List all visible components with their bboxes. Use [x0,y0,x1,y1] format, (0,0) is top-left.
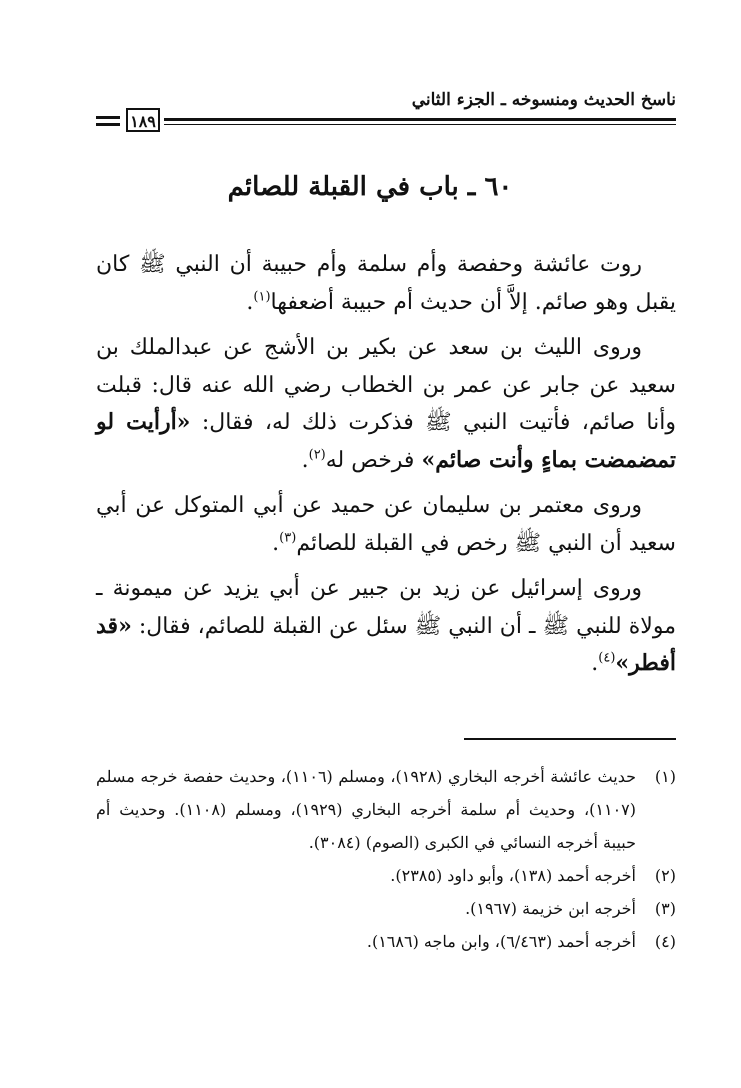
page-number: ١٨٩ [126,108,160,132]
paragraph-text: وروى الليث بن سعد عن بكير بن الأشج عن عبدالملك بن سعيد عن جابر عن عمر بن الخطاب رضي الله عنه قال: قبلت وأنا صائم، فأتيت النبي ﷺ فذكرت ذلك له، فقال: [96,335,676,435]
paragraph-end: . [591,651,599,676]
paragraph-end: . [301,447,309,473]
paragraph-text: وروى معتمر بن سليمان عن حميد عن أبي المتوكل عن أبي سعيد أن النبي ﷺ رخص في القبلة للصائم [96,493,676,556]
footnote-ref[interactable]: (٣) [279,530,297,546]
main-text [96,246,676,691]
paragraph-end: . [272,530,280,556]
paragraph-text: روت عائشة وحفصة وأم سلمة وأم حبيبة أن النبي ﷺ كان يقبل وهو صائم. إلاَّ أن حديث أم حبيبة أضعفها [96,252,676,315]
footnotes [96,760,676,958]
hadith-quote: «أرأيت لو تمضمضت بماءٍ وأنت صائم» [96,409,676,473]
hadith-quote: «قد أفطر» [96,612,676,676]
paragraph-3 [96,487,676,562]
paragraph-end: . [246,289,254,315]
footnote-text: أخرجه أحمد (١٣٨)، وأبو داود (٢٣٨٥). [390,866,636,885]
footnote-item [96,892,676,925]
paragraph-text-after: فرخص له [325,447,415,473]
footnote-number: (٤) [654,932,676,951]
header-rule-thin [164,124,676,125]
paragraph-4 [96,570,676,683]
chapter-heading: ٦٠ ـ باب في القبلة للصائم [227,172,513,202]
footnote-text: حديث عائشة أخرجه البخاري (١٩٢٨)، ومسلم (١١٠٦)، وحديث حفصة خرجه مسلم (١١٠٧)، وحديث أم سلمة أخرجه البخاري (١٩٢٩)، ومسلم (١١٠٨). وحديث أم حبيبة أخرجه النسائي في الكبرى (الصوم) (٣٠٨٤). [96,767,637,852]
footnote-ref[interactable]: (٤) [598,650,616,666]
footnote-ref[interactable]: (١) [253,289,271,305]
left-rule-bottom [96,123,120,126]
page-header [96,88,676,138]
left-rule-top [96,116,120,119]
paragraph-2 [96,329,676,479]
footnote-ref[interactable]: (٢) [308,447,326,463]
footnote-number: (١) [654,767,676,786]
paragraph-text: وروى إسرائيل عن زيد بن جبير عن أبي يزيد عن ميمونة ـ مولاة للنبي ﷺ ـ أن النبي ﷺ سئل عن القبلة للصائم، فقال: [96,576,676,639]
footnote-item [96,925,676,958]
footnote-text: أخرجه أحمد (٦/٤٦٣)، وابن ماجه (١٦٨٦). [366,932,636,951]
footnote-number: (٢) [654,866,676,885]
footnote-item [96,760,676,859]
footnote-item [96,859,676,892]
running-title: ناسخ الحديث ومنسوخه ـ الجزء الثاني [411,90,676,110]
header-rule-thick [164,118,676,121]
footnote-text: أخرجه ابن خزيمة (١٩٦٧). [465,899,636,918]
footnote-divider [464,738,676,740]
paragraph-1 [96,246,676,321]
footnote-number: (٣) [654,899,676,918]
